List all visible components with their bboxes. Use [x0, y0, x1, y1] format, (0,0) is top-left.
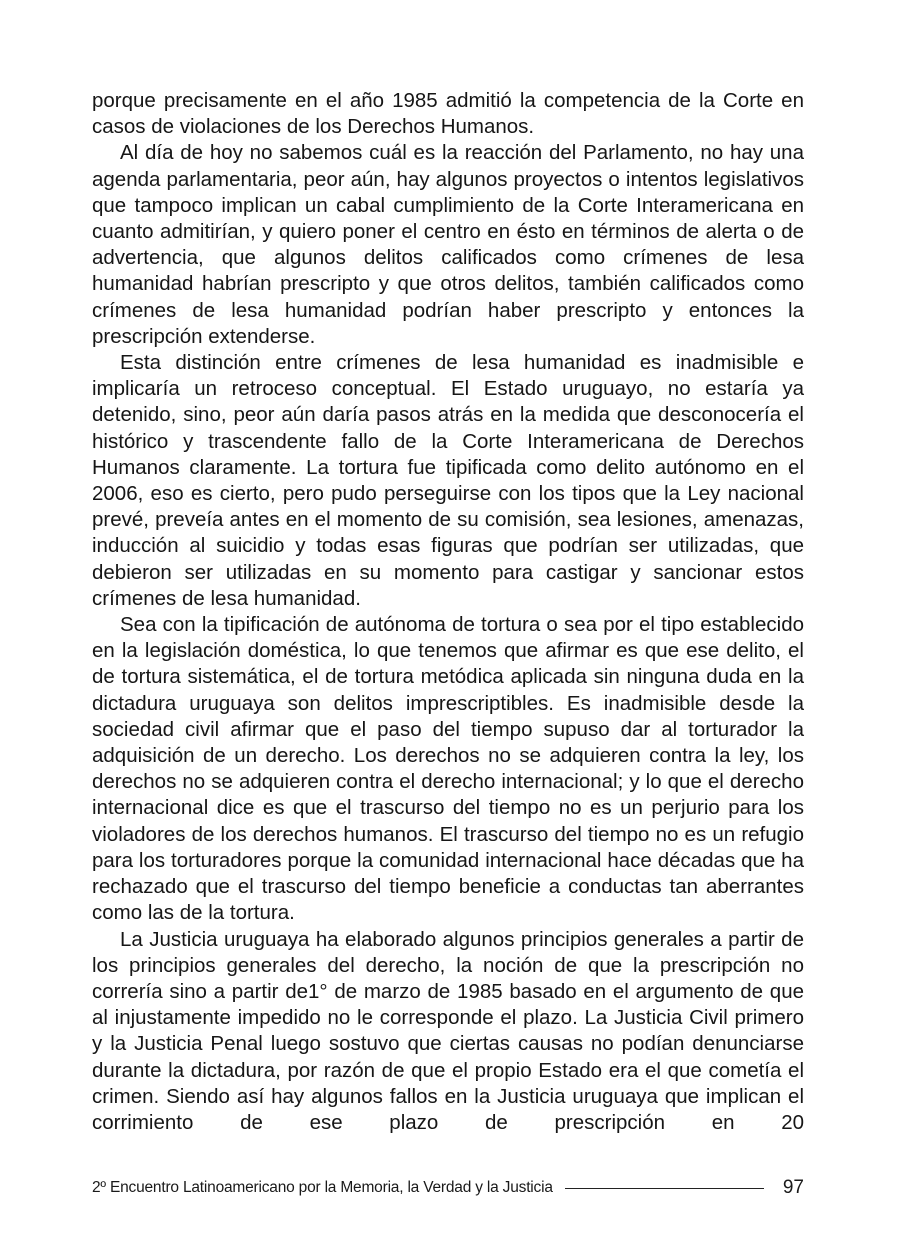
page-number: 97 [782, 1177, 804, 1198]
paragraph-5: La Justicia uruguaya ha elaborado algunos principios generales a partir de los principios generales del derecho, la noción de que la prescripción no correría sino a partir de1° de marzo de 1985 basado en el argumento de que al injustamente impedido no le corresponde el plazo. La Justicia Civil primero y la Justicia Penal luego sostuvo que ciertas causas no podían denunciarse durante la dictadura, por razón de que el propio Estado era el que cometía el crimen. Siendo así hay algunos fallos en la Justicia uruguaya que implican el corrimiento de ese plazo de prescripción en 20 [92, 927, 804, 1134]
paragraph-4: Sea con la tipificación de autónoma de tortura o sea por el tipo establecido en la legislación doméstica, lo que tenemos que afirmar es que ese delito, el de tortura sistemática, el de tortura metódica aplicada sin ninguna duda en la dictadura uruguaya son delitos imprescriptibles. Es inadmisible desde la sociedad civil afirmar que el paso del tiempo supuso dar al torturador la adquisición de un derecho. Los derechos no se adquieren contra la ley, los derechos no se adquieren contra el derecho internacional; y lo que el derecho internacional dice es que el trascurso del tiempo no es un perjurio para los violadores de los derechos humanos. El trascurso del tiempo no es un refugio para los torturadores porque la comunidad internacional hace décadas que ha rechazado que el trascurso del tiempo beneficie a conductas tan aberrantes como las de la tortura. [92, 613, 804, 925]
page-footer [92, 1176, 804, 1200]
paragraph-1: porque precisamente en el año 1985 admitió la competencia de la Corte en casos de violaciones de los Derechos Humanos. [92, 89, 804, 139]
paragraph-3: Esta distinción entre crímenes de lesa humanidad es inadmisible e implicaría un retroceso conceptual. El Estado uruguayo, no estaría ya detenido, sino, peor aún daría pasos atrás en la medida que desconocería el histórico y trascendente fallo de la Corte Interamericana de Derechos Humanos claramente. La tortura fue tipificada como delito autónomo en el 2006, eso es cierto, pero pudo perseguirse con los tipos que la Ley nacional prevé, preveía antes en el momento de su comisión, sea lesiones, amenazas, inducción al suicidio y todas esas figuras que podrían ser utilizadas, que debieron ser utilizadas en su momento para castigar y sancionar estos crímenes de lesa humanidad. [92, 351, 804, 610]
paragraph-2: Al día de hoy no sabemos cuál es la reacción del Parlamento, no hay una agenda parlamentaria, peor aún, hay algunos proyectos o intentos legislativos que tampoco implican un cabal cumplimiento de la Corte Interamericana en cuanto admitirían, y quiero poner el centro en ésto en términos de alerta o de advertencia, que algunos delitos calificados como crímenes de lesa humanidad habrían prescripto y que otros delitos, también calificados como crímenes de lesa humanidad podrían haber prescripto y entonces la prescripción extenderse. [92, 141, 804, 348]
footer-title: 2º Encuentro Latinoamericano por la Memoria, la Verdad y la Justicia [92, 1179, 553, 1196]
page-body [92, 88, 804, 1136]
footer-rule [565, 1188, 764, 1189]
